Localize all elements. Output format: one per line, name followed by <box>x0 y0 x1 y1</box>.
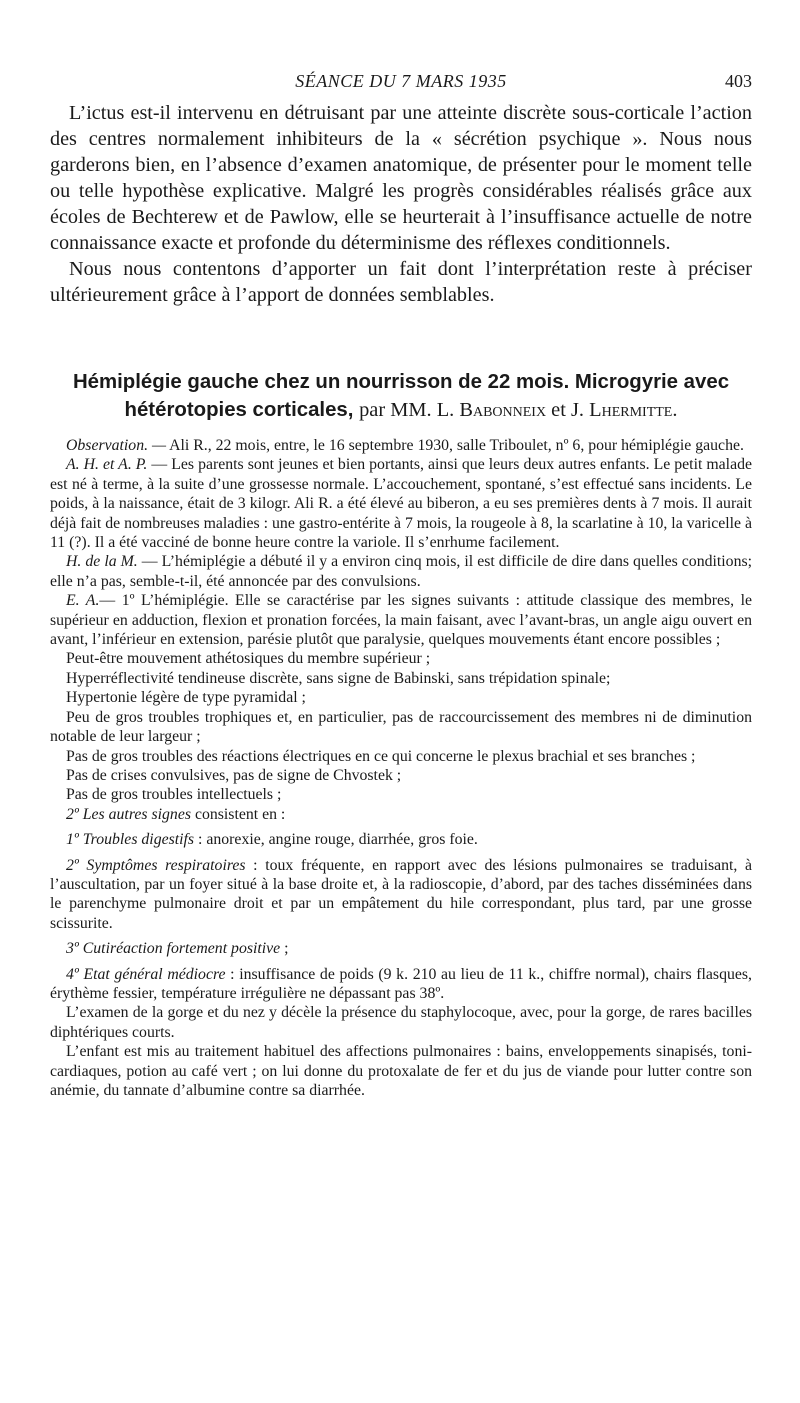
paragraph-lead: 1º Troubles digestifs <box>66 831 195 849</box>
paragraph-lead: H. de la M. <box>66 553 138 571</box>
running-title: SÉANCE DU 7 MARS 1935 <box>295 71 507 91</box>
paragraph-lead: 2º Les autres signes <box>66 805 191 823</box>
paragraph-text: ; <box>280 940 289 958</box>
body-paragraph <box>50 1003 752 1042</box>
body-paragraph <box>50 436 752 455</box>
article-title-main: Hémiplégie gauche chez un nourrisson de 22 mois. Microgyrie avec hétérotopies corticales, <box>72 371 730 421</box>
paragraph-text: consistent en : <box>191 805 286 823</box>
body-paragraph <box>50 830 752 849</box>
body-paragraph <box>50 649 752 668</box>
paragraph-lead: 4º Etat général médiocre <box>66 965 226 983</box>
article-title <box>50 368 752 424</box>
page-number: 403 <box>725 71 752 91</box>
paragraph-lead: 2º Symptômes respiratoires <box>66 856 246 874</box>
paragraph-lead: Observation. — <box>66 437 167 454</box>
paragraph-text: Pas de gros troubles des réactions électriques en ce qui concerne le plexus brachial et ses branches ; <box>66 747 696 765</box>
paragraph-text: : anorexie, angine rouge, diarrhée, gros foie. <box>194 831 478 849</box>
body-paragraph <box>50 747 752 766</box>
running-head <box>50 71 752 95</box>
paragraph-text: Peut-être mouvement athétosiques du membre supérieur ; <box>66 650 431 668</box>
paragraph-text: Pas de gros troubles intellectuels ; <box>66 786 282 804</box>
paragraph-text: Hypertonie légère de type pyramidal ; <box>66 689 306 707</box>
paragraph-lead: 3º Cutiréaction fortement positive <box>66 940 281 958</box>
paragraph-text: — Les parents sont jeunes et bien portants, ainsi que leurs deux autres enfants. Le petit malade est né à terme, à la suite d’une grossesse normale. L’accouchement, spontané, s’est effectué sans incidents. Le poids, à la naissance, était de 3 kilogr. Ali R. a été élevé au biberon, a eu ses premières dents à 7 mois. Il aurait déjà fait de nombreuses maladies : une gastro-entérite à 7 mois, la rougeole à 8, la scarlatine à 10, la varicelle à 11 (?). Il a été vacciné de bonne heure contre la variole. Il s’enrhume facilement. <box>50 456 752 552</box>
article-authors: par MM. L. Babonneix et J. Lhermitte. <box>359 399 678 421</box>
paragraph-text: L’examen de la gorge et du nez y décèle la présence du staphylocoque, avec, pour la gorge, de rares bacilles diphtériques courts. <box>50 1004 752 1041</box>
paragraph-text: Ali R., 22 mois, entre, le 16 septembre 1930, salle Triboulet, nº 6, pour hémiplégie gauche. <box>166 437 744 454</box>
paragraph-text: — 1º L’hémiplégie. Elle se caractérise par les signes suivants : attitude classique des membres, le supérieur en adduction, flexion et pronation forcées, la main faisant, avec l’avant-bras, un angle aigu ouvert en avant, l’inférieur en extension, parésie plutôt que paralysie, quelques mouvements étant encore possibles ; <box>50 592 752 649</box>
body-paragraph <box>50 552 752 591</box>
body-paragraph <box>50 669 752 688</box>
paragraph-text: Peu de gros troubles trophiques et, en particulier, pas de raccourcissement des membres ni de diminution notable de leur largeur ; <box>50 708 752 746</box>
paragraph-lead: E. A. <box>66 592 100 610</box>
body-paragraph <box>50 805 752 824</box>
paragraph-lead: A. H. et A. P. <box>66 456 148 474</box>
body-paragraph <box>50 856 752 934</box>
article-body <box>50 436 752 1100</box>
body-paragraph <box>50 785 752 804</box>
body-paragraph <box>50 1042 752 1100</box>
paragraph-text: : toux fréquente, en rapport avec des lésions pulmonaires se traduisant, à l’auscultation, par un foyer situé à la base droite et, à la radioscopie, d’abord, par des taches disséminées dans le parenchyme pulmonaire droit et par un empâtement du hile correspondant, plus tard, par une grosse scissurite. <box>50 856 752 932</box>
paragraph-text: Pas de crises convulsives, pas de signe de Chvostek ; <box>66 766 402 784</box>
paragraph-text: — L’hémiplégie a débuté il y a environ cinq mois, il est difficile de dire dans quelles conditions; elle n’a pas, semble-t-il, été annoncée par des convulsions. <box>50 553 752 590</box>
body-paragraph <box>50 688 752 707</box>
body-paragraph <box>50 939 752 958</box>
author-name: Babonneix <box>459 399 547 421</box>
body-paragraph <box>50 455 752 552</box>
intro-paragraph: L’ictus est-il intervenu en détruisant par une atteinte discrète sous-corticale l’action des centres normalement inhibiteurs de la « sécrétion psychique ». Nous nous garderons bien, en l’absence d’examen anatomique, de présenter pour le moment telle ou telle hypothèse explicative. Malgré les progrès considérables réalisés grâce aux écoles de Bechterew et de Pawlow, elle se heurterait à l’insuffisance actuelle de notre connaissance exacte et profonde du déterminisme des réflexes conditionnels. <box>50 102 752 254</box>
body-paragraph <box>50 591 752 649</box>
paragraph-text: L’enfant est mis au traitement habituel des affections pulmonaires : bains, enveloppements sinapisés, toni-cardiaques, potion au café vert ; on lui donne du protoxalate de fer et du jus de viande pour lutter contre son anémie, du tannate d’albumine contre sa diarrhée. <box>50 1043 752 1099</box>
body-paragraph <box>50 965 752 1004</box>
intro-paragraph: Nous nous contentons d’apporter un fait dont l’interprétation reste à préciser ultérieurement grâce à l’apport de données semblables. <box>50 258 752 306</box>
author-name: Lhermitte <box>589 399 673 421</box>
intro-text <box>50 100 752 308</box>
body-paragraph <box>50 708 752 747</box>
paragraph-text: Hyperréflectivité tendineuse discrète, sans signe de Babinski, sans trépidation spinale; <box>66 669 611 687</box>
paragraph-text: : insuffisance de poids (9 k. 210 au lieu de 11 k., chiffre normal), chairs flasques, érythème fessier, température irrégulière ne dépassant pas 38º. <box>50 965 752 1002</box>
body-paragraph <box>50 766 752 785</box>
